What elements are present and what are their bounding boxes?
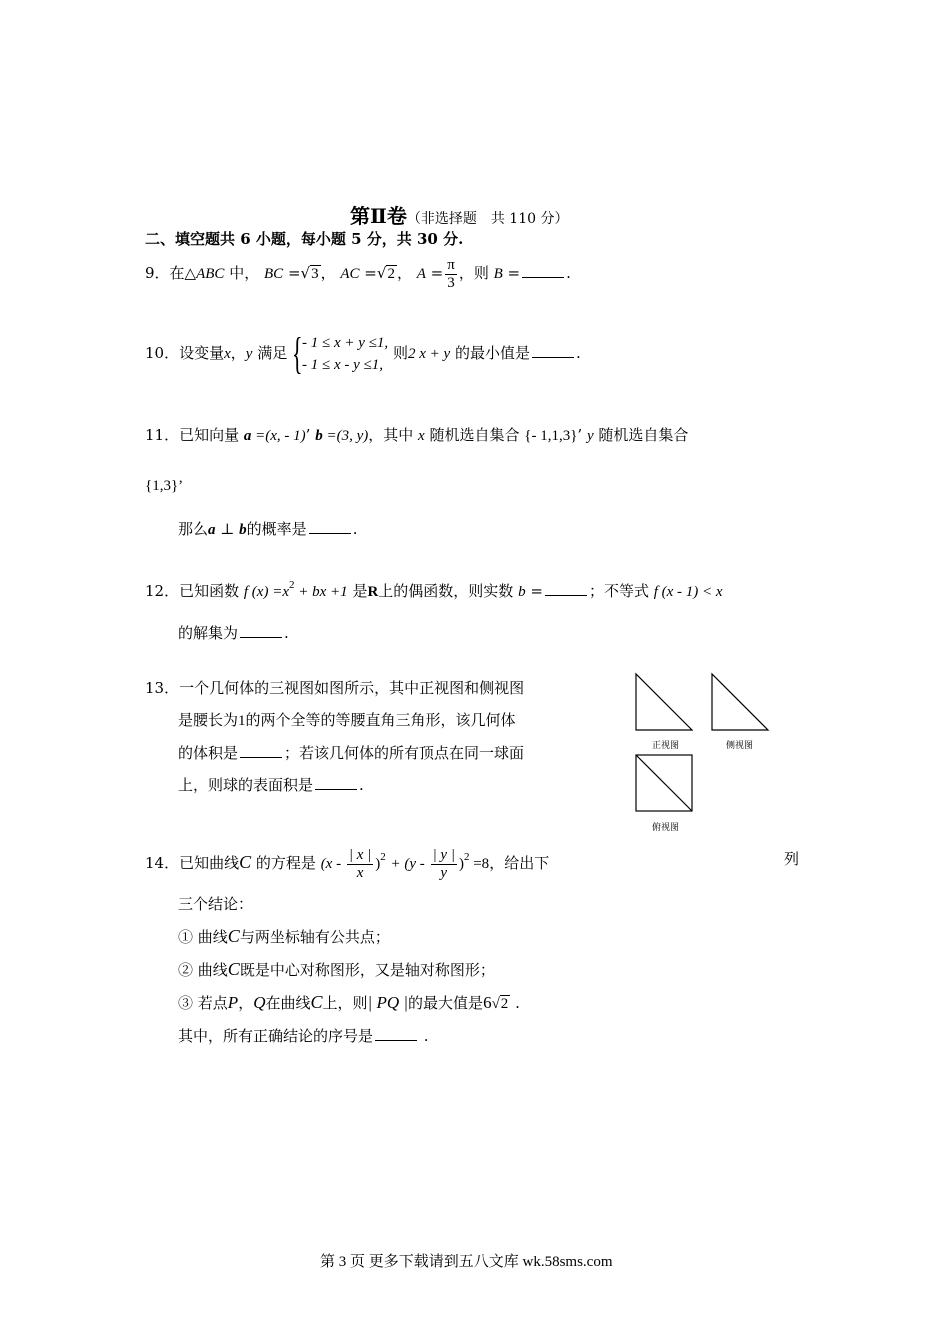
q9-answer-blank[interactable] bbox=[522, 263, 564, 278]
q14-final bbox=[178, 1020, 520, 1052]
q11-line2-b: b bbox=[239, 522, 247, 538]
section-instructions: 二、填空题共 6 小题，每小题 5 分，共 30 分. bbox=[145, 230, 464, 248]
q14-lie: 列 bbox=[784, 850, 800, 868]
q14-c3-num: ③ bbox=[178, 994, 194, 1012]
q10-pre: 设变量 bbox=[179, 344, 225, 362]
section-title bbox=[350, 200, 568, 229]
q14-plus: + (y - bbox=[390, 856, 429, 872]
q14-conclusion-2 bbox=[178, 953, 520, 986]
q14-answer-blank[interactable] bbox=[375, 1026, 417, 1041]
q12-ineq-pre: ；不等式 bbox=[588, 582, 649, 600]
q14-curve-c: C bbox=[239, 852, 252, 872]
q12-line2-text: 的解集为 bbox=[178, 624, 239, 642]
q14-c2-post: 既是中心对称图形，又是轴对称图形； bbox=[239, 961, 495, 979]
q13-line2-post: 的两个全等的等腰直角三角形，该几何体 bbox=[245, 711, 516, 729]
q12-answer-blank-2[interactable] bbox=[240, 623, 282, 638]
q12-square: 2 bbox=[289, 579, 295, 591]
q14-abs-y: | y | bbox=[432, 847, 455, 863]
q14-final-text: 其中，所有正确结论的序号是 bbox=[178, 1027, 374, 1045]
question-12 bbox=[145, 570, 723, 607]
q10-brace: { bbox=[292, 329, 303, 378]
q13-dot: . bbox=[359, 776, 364, 794]
q14-lparen: (x - bbox=[320, 856, 345, 872]
q14-pq-distance: | PQ | bbox=[367, 993, 409, 1012]
front-view bbox=[636, 674, 692, 730]
q14-c3-pre: 若点 bbox=[193, 994, 228, 1012]
q11-x: x bbox=[418, 428, 425, 444]
q9-eq4: = bbox=[502, 264, 521, 282]
q14-conclusion-3 bbox=[178, 986, 520, 1020]
q14-c1-post: 与两坐标轴有公共点； bbox=[239, 928, 390, 946]
q12-inequality: f (x - 1) < x bbox=[653, 584, 723, 600]
q13-line2-pre: 是腰长为 bbox=[178, 711, 239, 729]
q14-give: ，给出下 bbox=[489, 854, 550, 872]
q14-c2-num: ② bbox=[178, 961, 194, 979]
side-view bbox=[712, 674, 768, 730]
side-view-triangle bbox=[712, 674, 768, 730]
q13-answer-blank-1[interactable] bbox=[240, 743, 282, 758]
q14-point-q: Q bbox=[253, 993, 266, 1012]
q11-number: 11． bbox=[145, 426, 180, 444]
q14-den-y: y bbox=[440, 864, 448, 881]
caption-top-view: 俯视图 bbox=[652, 823, 680, 833]
q10-system bbox=[292, 329, 389, 378]
caption-front-view: 正视图 bbox=[652, 741, 680, 751]
q13-line1: 一个几何体的三视图如图所示，其中正视图和侧视图 bbox=[179, 679, 525, 697]
q12-number: 12． bbox=[145, 582, 180, 600]
q11-pre: 已知向量 bbox=[179, 426, 240, 444]
q12-eq: = bbox=[525, 582, 543, 600]
q9-a: A bbox=[416, 266, 426, 282]
q14-square-2: 2 bbox=[463, 851, 470, 863]
question-11: 11．已知向量 a =(x, - 1)’ b =(3, y)，其中 x 随机选自集合 {- 1,1,3}’ y 随机选自集合 bbox=[145, 426, 689, 444]
q14-point-p: P bbox=[227, 993, 239, 1012]
q11-vector-a: a bbox=[243, 428, 252, 444]
q12-real-set: R bbox=[367, 584, 379, 600]
q14-den-x: x bbox=[356, 864, 364, 881]
section-title-sub: （非选择题 共 110 分） bbox=[406, 211, 569, 227]
q11-line2-post: 的概率是 bbox=[246, 520, 307, 538]
q10-x: x bbox=[224, 346, 231, 362]
q14-conclusion-1 bbox=[178, 920, 520, 953]
q10-expr: 2 x + y bbox=[407, 346, 451, 362]
top-view-diagonal bbox=[636, 755, 692, 811]
q9-bc: BC bbox=[264, 266, 284, 282]
q12-func-rest: + bx +1 bbox=[294, 584, 348, 600]
q14-sqrt2: √2 bbox=[491, 996, 509, 1012]
q11-mid: ，其中 bbox=[368, 426, 414, 444]
q14-c2-pre: 曲线 bbox=[193, 961, 228, 979]
q9-number: 9． bbox=[145, 264, 170, 282]
q14-rparen-1: ) bbox=[375, 856, 381, 872]
q14-pre: 已知曲线 bbox=[179, 854, 240, 872]
q11-rand1: 随机选自集合 bbox=[424, 426, 520, 444]
q11-set2-line: {1,3}’ bbox=[145, 478, 184, 494]
q9-dot: . bbox=[566, 264, 571, 282]
q10-line1: - 1 ≤ x + y ≤1, bbox=[302, 335, 389, 351]
q11-rand2: 随机选自集合 bbox=[593, 426, 689, 444]
q14-c1-num: ① bbox=[178, 928, 194, 946]
q14-c3-mid2: 上，则 bbox=[322, 994, 368, 1012]
q11-vector-b: b bbox=[315, 428, 323, 444]
question-9: 9．在△ABC 中， BC =√3 ， AC =√2 ， A = $\frac{\pi}{3}$ ，则 B = . bbox=[145, 250, 571, 297]
q14-number: 14． bbox=[145, 854, 180, 872]
q13-one: 1 bbox=[238, 713, 246, 729]
q9-pi: π bbox=[447, 257, 455, 273]
q14-c3-comma: ， bbox=[238, 994, 254, 1012]
q11-vector-b-value: =(3, y) bbox=[322, 428, 369, 444]
q12-mid: 上的偶函数，则实数 bbox=[378, 582, 514, 600]
q14-final-dot: . bbox=[419, 1027, 429, 1045]
q9-eq3: = bbox=[425, 264, 444, 282]
q14-c3-mid: 在曲线 bbox=[265, 994, 311, 1012]
q10-satisfy: 满足 bbox=[252, 344, 288, 362]
q9-triangle: ABC bbox=[196, 266, 225, 282]
q12-func: f (x) =x bbox=[243, 584, 289, 600]
q14-c3-post: 的最大值是 bbox=[408, 994, 484, 1012]
q10-post: 的最小值是 bbox=[450, 344, 530, 362]
question-10 bbox=[145, 330, 581, 377]
q12-answer-blank-1[interactable] bbox=[545, 581, 587, 596]
q9-sqrt2-value: 2 bbox=[387, 266, 395, 282]
q11-vector-a-value: =(x, - 1) bbox=[251, 428, 306, 444]
q10-number: 10． bbox=[145, 344, 180, 362]
q11-line2-pre: 那么 bbox=[178, 520, 209, 538]
q10-y: y bbox=[245, 346, 253, 362]
three-view-figure bbox=[632, 668, 777, 838]
q14-line2: 三个结论： bbox=[178, 895, 254, 913]
q9-sqrt3: √3 bbox=[300, 264, 319, 282]
question-14 bbox=[145, 832, 549, 889]
q10-then: 则 bbox=[392, 344, 408, 362]
q13-line3-post: ；若该几何体的所有顶点在同一球面 bbox=[284, 744, 525, 762]
q12-is: 是 bbox=[352, 582, 368, 600]
q14-equals-8: =8 bbox=[469, 856, 490, 872]
q11-line2 bbox=[178, 518, 357, 539]
q11-perp: ⊥ bbox=[215, 520, 240, 538]
q14-rparen-2: ) bbox=[458, 856, 464, 872]
q13-line4-pre: 上，则球的表面积是 bbox=[178, 776, 314, 794]
q13-answer-blank-2[interactable] bbox=[315, 775, 357, 790]
q9-fraction bbox=[445, 257, 457, 291]
q12-dot: . bbox=[284, 624, 289, 642]
front-view-triangle bbox=[636, 674, 692, 730]
q11-dot: . bbox=[352, 520, 358, 538]
q9-mid: 中， bbox=[224, 264, 260, 282]
q10-answer-blank[interactable] bbox=[532, 343, 574, 358]
q14-c1-pre: 曲线 bbox=[193, 928, 228, 946]
q14-conclusions bbox=[178, 888, 520, 1052]
q14-c1-curve: C bbox=[227, 926, 240, 946]
q12-b: b bbox=[518, 584, 526, 600]
q9-sqrt3-value: 3 bbox=[311, 266, 319, 282]
q9-three: 3 bbox=[447, 274, 455, 291]
q11-line2-a: a bbox=[208, 522, 216, 538]
q14-c3-curve: C bbox=[310, 992, 323, 1012]
q14-six: 6 bbox=[483, 993, 492, 1012]
q14-square-1: 2 bbox=[380, 851, 386, 863]
q14-frac-y bbox=[431, 847, 457, 881]
q10-dot: . bbox=[575, 344, 581, 362]
q9-eq1: = bbox=[283, 264, 301, 282]
q10-comma: ， bbox=[230, 344, 246, 362]
q13-line3-pre: 的体积是 bbox=[178, 744, 239, 762]
page-footer: 第 3 页 更多下载请到五八文库 wk.58sms.com bbox=[320, 1254, 613, 1270]
q10-line2: - 1 ≤ x - y ≤1, bbox=[302, 357, 384, 373]
q9-ac: AC bbox=[340, 266, 360, 282]
q9-sqrt2: √2 bbox=[376, 264, 395, 282]
q14-c2-curve: C bbox=[227, 959, 240, 979]
q14-sqrt2-value: 2 bbox=[500, 996, 509, 1012]
q14-frac-x bbox=[347, 847, 373, 881]
q9-pre: 在△ bbox=[169, 264, 197, 282]
q11-answer-blank[interactable] bbox=[309, 519, 351, 534]
q9-eq2: = bbox=[359, 264, 377, 282]
q12-line2 bbox=[178, 622, 289, 643]
q14-eqn-pre: 的方程是 bbox=[251, 854, 316, 872]
q11-y: y bbox=[586, 428, 594, 444]
q14-c3-dot: . bbox=[510, 994, 520, 1012]
q11-set1: {- 1,1,3} bbox=[524, 428, 578, 444]
q14-abs-x: | x | bbox=[348, 847, 372, 863]
q12-pre: 已知函数 bbox=[179, 582, 240, 600]
top-view bbox=[636, 755, 692, 811]
q9-b: B bbox=[493, 266, 503, 282]
caption-side-view: 侧视图 bbox=[726, 741, 754, 751]
question-13 bbox=[145, 672, 524, 801]
q11-set2: {1,3} bbox=[145, 478, 179, 494]
q13-number: 13． bbox=[145, 679, 180, 697]
q9-then: ，则 bbox=[458, 264, 489, 282]
section-title-main: 第Ⅱ卷 bbox=[350, 204, 407, 228]
